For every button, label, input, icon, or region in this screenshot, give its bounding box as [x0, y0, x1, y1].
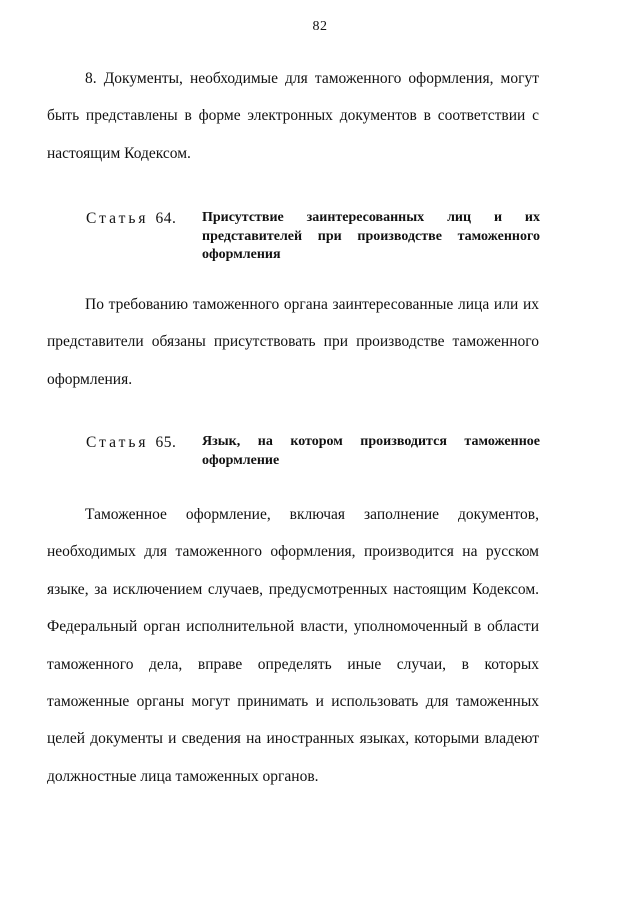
article-64-label [86, 209, 176, 229]
article-65-text: Таможенное оформление, включая заполнение документов, необходимых для таможенного оформления, производится на русском языке, за исключением случаев, предусмотренных настоящим Кодексом. Федеральный орган исполнительной власти, уполномоченный в области таможенного дела, вправе определять иные случаи, в которых таможенные органы могут принимать и использовать для таможенных целей документы и сведения на иностранных языках, которыми владеют должностные лица таможенных органов. [47, 506, 539, 785]
article-64-body [47, 286, 539, 398]
article-65-title: Язык, на котором производится таможенное оформление [202, 434, 540, 468]
article-65-label [86, 433, 176, 453]
article-64-number: 64. [155, 210, 177, 227]
article-65-number: 65. [155, 434, 177, 451]
article-65-body [47, 496, 539, 795]
point-8-text: 8. Документы, необходимые для таможенного оформления, могут быть представлены в форме электронных документов в соответствии с настоящим Кодексом. [47, 70, 539, 162]
point-8-paragraph [47, 60, 539, 172]
article-65-word: Статья [86, 434, 149, 451]
article-64-text: По требованию таможенного органа заинтересованные лица или их представители обязаны присутствовать при производстве таможенного оформления. [47, 296, 539, 388]
page-number: 82 [312, 19, 328, 34]
article-64-word: Статья [86, 210, 149, 227]
article-64-title: Присутствие заинтересованных лиц и их представителей при производстве таможенного оформления [202, 210, 540, 262]
